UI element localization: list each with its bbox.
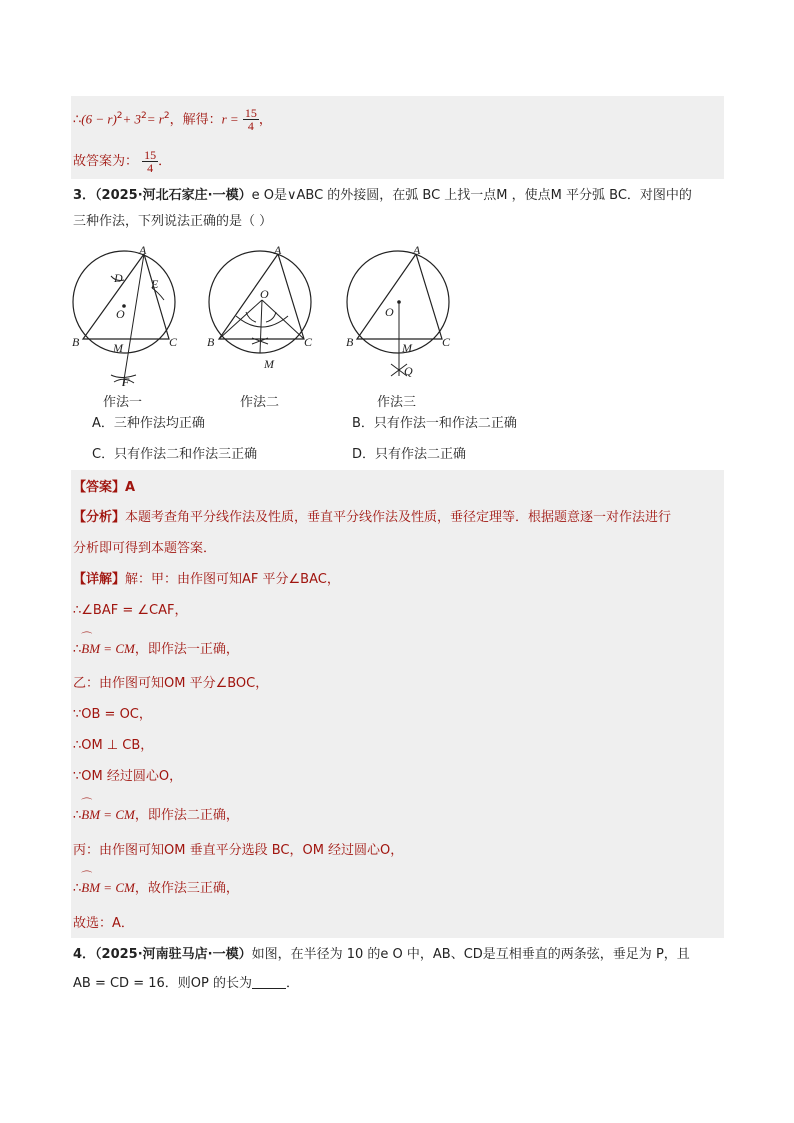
q3-stem-line1: 3．（2025·河北石家庄·一模）e O是∨ABC 的外接圆，在弧 BC 上找一点M ，使点M 平分弧 BC．对图中的: [73, 188, 692, 203]
fig1-label-A: A: [139, 243, 147, 257]
fig1-label-B: B: [72, 335, 80, 349]
q4-answer-blank[interactable]: [252, 974, 286, 989]
q3-detail-line10: ∴⌒ BM = CM，故作法三正确，: [73, 878, 239, 899]
fraction-15-4-answer: $\frac{15}{4}$: [144, 148, 157, 175]
q3-detail-line3: ∴⌒ BM = CM，即作法一正确，: [73, 639, 239, 660]
prev-answer-line: 故答案为： $\frac{15}{4}$ ．: [73, 148, 172, 175]
q3-option-b[interactable]: B．只有作法一和作法二正确: [352, 416, 517, 431]
q3-detail-line6: ∴OM ⊥ CB，: [73, 738, 154, 753]
fig3-label-O: O: [385, 305, 394, 319]
fig1-label-D: D: [114, 271, 123, 285]
fig1-label-F: F: [122, 375, 130, 389]
fig1-label-M: M: [113, 341, 123, 355]
figure-method-3: [346, 243, 451, 378]
q3-detail-line2: ∴∠BAF = ∠CAF，: [73, 603, 188, 618]
q3-stem-line2: 三种作法，下列说法正确的是（ ）: [73, 214, 273, 229]
fig2-label-A: A: [274, 243, 282, 257]
fraction-15-4: $\frac{15}{4}$: [244, 106, 257, 134]
q3-detail-line1: 【详解】解：甲：由作图可知AF 平分∠BAC，: [73, 572, 340, 587]
q3-detail-line5: ∵OB = OC，: [73, 707, 152, 722]
fig2-label-B: B: [207, 335, 215, 349]
figure-method-2: [207, 243, 313, 371]
fig3-label-C: C: [442, 335, 451, 349]
fig1-label-E: E: [151, 277, 159, 291]
fig3-caption: 作法三: [377, 395, 417, 410]
fig1-caption: 作法一: [103, 395, 143, 410]
fig1-label-O: O: [116, 307, 125, 321]
q3-option-d[interactable]: D．只有作法二正确: [352, 447, 467, 462]
fig1-label-C: C: [169, 335, 178, 349]
q4-stem-line2: AB = CD = 16．则OP 的长为 ．: [73, 976, 299, 991]
figure-method-1: [72, 243, 178, 389]
q3-detail-line8: ∴⌒ BM = CM，即作法二正确，: [73, 805, 239, 826]
q3-option-a[interactable]: A．三种作法均正确: [92, 416, 205, 431]
q3-figures: [66, 240, 466, 410]
q3-analysis-line1: 【分析】本题考查角平分线作法及性质，垂直平分线作法及性质，垂径定理等．根据题意逐一对作法进行: [73, 510, 672, 525]
q3-answer: 【答案】A: [73, 480, 136, 495]
q3-analysis-line2: 分析即可得到本题答案．: [73, 541, 217, 556]
q3-detail-line4: 乙：由作图可知OM 平分∠BOC，: [73, 676, 269, 691]
q3-option-c[interactable]: C．只有作法二和作法三正确: [92, 447, 258, 462]
prev-solution-line1: ∴(6 − $r)^2+ 3^2= r^2$，解得：r = $\frac{15}{4}$ ，: [73, 106, 272, 134]
fig3-label-Q: Q: [404, 364, 413, 378]
fig2-label-C: C: [304, 335, 313, 349]
q3-detail-line9: 丙：由作图可知OM 垂直平分选段 BC，OM 经过圆心O，: [73, 843, 404, 858]
q4-stem-line1: 4．（2025·河南驻马店·一模）如图，在半径为 10 的e O 中，AB、CD是互相垂直的两条弦，垂足为 P，且: [73, 947, 690, 962]
q3-detail-line11: 故选：A．: [73, 916, 134, 931]
fig2-label-O: O: [260, 287, 269, 301]
fig3-label-M: M: [402, 341, 412, 355]
fig2-label-M: M: [264, 357, 274, 371]
q3-detail-line7: ∵OM 经过圆心O，: [73, 769, 183, 784]
fig2-caption: 作法二: [240, 395, 280, 410]
fig3-label-A: A: [413, 243, 421, 257]
fig3-label-B: B: [346, 335, 354, 349]
